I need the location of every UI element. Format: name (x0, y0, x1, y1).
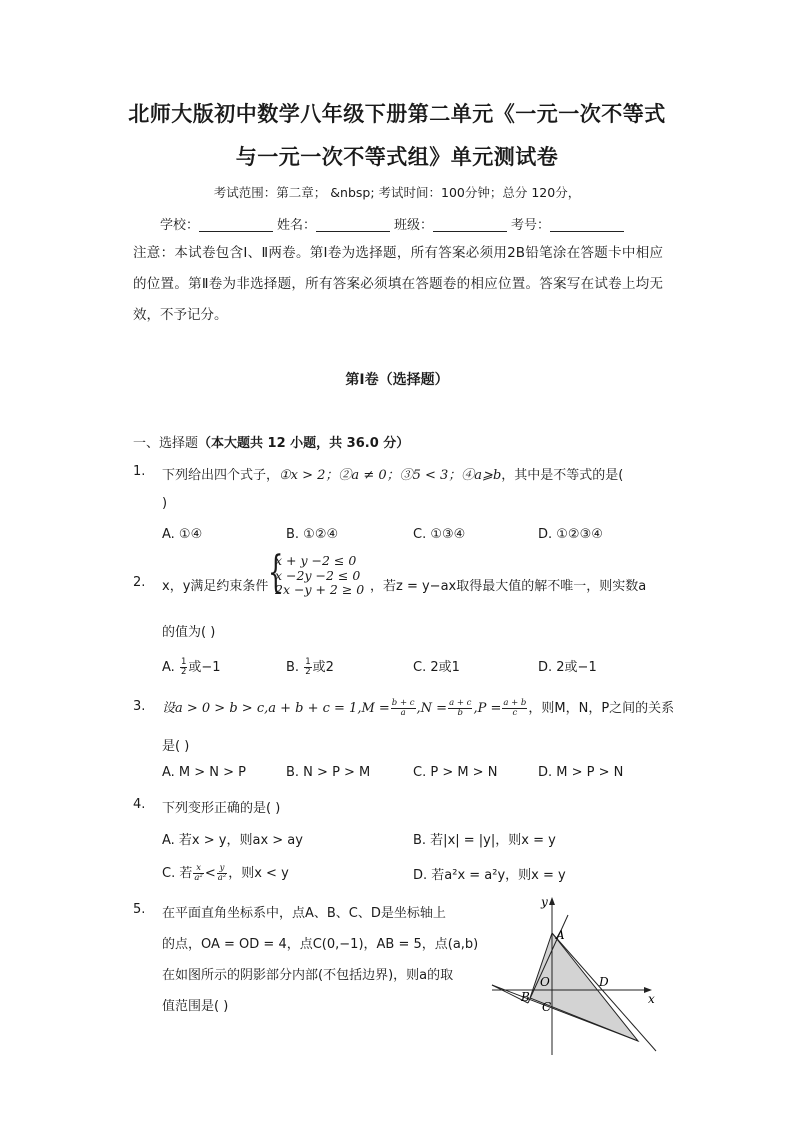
q2-option-a-label: A. (162, 660, 175, 675)
q2-text-c: 的值为( ) (162, 625, 216, 640)
q4-c-d2: a² (217, 873, 227, 883)
q2-system-row-3: 2x −y + 2 ≥ 0 (275, 582, 365, 597)
question-1-text-c: ) (162, 496, 168, 511)
q2-option-c: C. 2或1 (413, 660, 460, 675)
q2-option-b-label: B. (286, 660, 300, 675)
q3-f1-den: a (400, 708, 406, 718)
q3-mid1: ,N = (416, 701, 448, 716)
part-heading (133, 432, 409, 451)
q3-option-c: C. P > M > N (413, 765, 498, 780)
question-3-number: 3. (133, 699, 146, 714)
exam-title-line1: 北师大版初中数学八年级下册第二单元《一元一次不等式 (128, 102, 666, 126)
q3-fraction-m (391, 699, 416, 718)
label-x: x (648, 992, 655, 1006)
q2-option-a (162, 656, 221, 677)
q4-c-prefix: C. 若 (162, 866, 193, 881)
q3-option-a: A. M > N > P (162, 765, 247, 780)
school-blank (199, 217, 273, 232)
q4-c-suffix: ，则x < y (228, 866, 289, 881)
school-label: 学校： (160, 218, 200, 233)
q5-line-3: 在如图所示的阴影部分内部(不包括边界)，则a的取 (162, 968, 454, 983)
q2-option-d: D. 2或−1 (538, 660, 597, 675)
q2-option-b-rest: 或2 (312, 660, 334, 675)
q4-option-c (162, 862, 289, 883)
q2-system-row-2: x −2y −2 ≤ 0 (275, 567, 361, 583)
q4-c-n2: y (217, 864, 227, 874)
q4-option-d: D. 若a²x = a²y，则x = y (413, 868, 566, 883)
q2-system-brace: { (268, 547, 284, 598)
q2-b-num: 1 (305, 657, 311, 667)
q3-option-d: D. M > P > N (538, 765, 624, 780)
q1-text-b: ，其中是不等式的是( (501, 468, 624, 483)
label-o: O (540, 975, 550, 989)
q2-option-a-rest: 或−1 (188, 660, 221, 675)
label-d: D (599, 975, 609, 989)
q2-text-a: x，y满足约束条件 (162, 579, 269, 594)
question-1-number: 1. (133, 464, 146, 479)
q4-c-frac-1 (193, 864, 203, 883)
q1-option-d: D. ①②③④ (538, 527, 603, 542)
q4-option-b: B. 若|x| = |y|，则x = y (413, 833, 556, 848)
q3-f1-num: b + c (391, 698, 415, 708)
question-4-number: 4. (133, 797, 146, 812)
q3-text-c: 是( ) (162, 739, 190, 754)
part-detail: （本大题共 12 小题，共 36.0 分） (198, 436, 410, 451)
name-label: 姓名： (277, 218, 317, 233)
q3-fraction-n (448, 699, 472, 718)
exam-notice: 注意：本试卷包含Ⅰ、Ⅱ两卷。第Ⅰ卷为选择题，所有答案必须用2B铅笔涂在答题卡中相应的位置。第Ⅱ卷为非选择题，所有答案必须填在答题卷的相应位置。答案写在试卷上均无效，不予记分。 (133, 245, 663, 323)
q2-system (275, 554, 364, 598)
q2-text-b: ，若z = y−ax取得最大值的解不唯一，则实数a (370, 579, 647, 594)
q5-coordinate-figure (488, 893, 663, 1058)
q1-option-c: C. ①③④ (413, 527, 466, 542)
q3-f3-num: a + b (503, 698, 527, 708)
name-blank (316, 217, 390, 232)
class-label: 班级： (394, 218, 434, 233)
q3-expr-a: 设a > 0 > b > c,a + b + c = 1,M = (162, 701, 390, 716)
q2-b-den: 2 (305, 667, 311, 677)
label-c: C (542, 1000, 552, 1014)
q4-c-n1: x (193, 864, 203, 874)
q3-f3-den: c (512, 708, 518, 718)
section-title: 第Ⅰ卷（选择题） (345, 372, 449, 388)
q3-option-b: B. N > P > M (286, 765, 371, 780)
q2-a-den: 2 (180, 667, 187, 677)
q4-c-mid: < (204, 866, 216, 881)
student-info-line (160, 214, 628, 233)
label-b: B (521, 990, 530, 1004)
q4-option-a: A. 若x > y，则ax > ay (162, 833, 303, 848)
q3-mid2: ,P = (473, 701, 502, 716)
q2-option-b-fraction (304, 658, 311, 677)
id-label: 考号： (511, 218, 551, 233)
q1-option-b: B. ①②④ (286, 527, 339, 542)
q3-f2-den: b (457, 708, 463, 718)
q2-system-row-1: x + y −2 ≤ 0 (275, 553, 357, 568)
q5-line-1: 在平面直角坐标系中，点A、B、C、D是坐标轴上 (162, 906, 446, 921)
label-y: y (541, 895, 548, 909)
q2-a-num: 1 (180, 657, 187, 667)
y-axis-arrow-icon (549, 897, 555, 905)
exam-title-line2: 与一元一次不等式组》单元测试卷 (235, 145, 559, 169)
question-5-number: 5. (133, 902, 146, 917)
q1-expr: ①x > 2；②a ≠ 0；③5 < 3；④a⩾b (279, 468, 502, 483)
id-blank (550, 217, 624, 232)
part-prefix: 一、选择题 (133, 436, 199, 451)
label-a: A (556, 928, 565, 942)
question-2-number: 2. (133, 575, 146, 590)
q4-c-frac-2 (217, 864, 227, 883)
q4-text: 下列变形正确的是( ) (162, 801, 281, 816)
q3-text (162, 697, 674, 718)
q4-c-d1: a² (194, 873, 203, 883)
exam-meta: 考试范围：第二章； &nbsp; 考试时间：100分钟；总分 120分， (213, 185, 581, 200)
question-1-text (162, 464, 623, 483)
class-blank (433, 217, 507, 232)
q5-line-2: 的点，OA = OD = 4，点C(0,−1)，AB = 5，点(a,b) (162, 937, 479, 952)
q1-option-a: A. ①④ (162, 527, 203, 542)
q5-line-4: 值范围是( ) (162, 999, 229, 1014)
q2-option-a-fraction (180, 658, 187, 677)
q3-fraction-p (502, 699, 527, 718)
q2-option-b (286, 656, 334, 677)
q1-text-a: 下列给出四个式子， (162, 468, 280, 483)
q3-text-b: ，则M，N，P之间的关系 (528, 701, 675, 716)
q3-f2-num: a + c (449, 698, 472, 708)
